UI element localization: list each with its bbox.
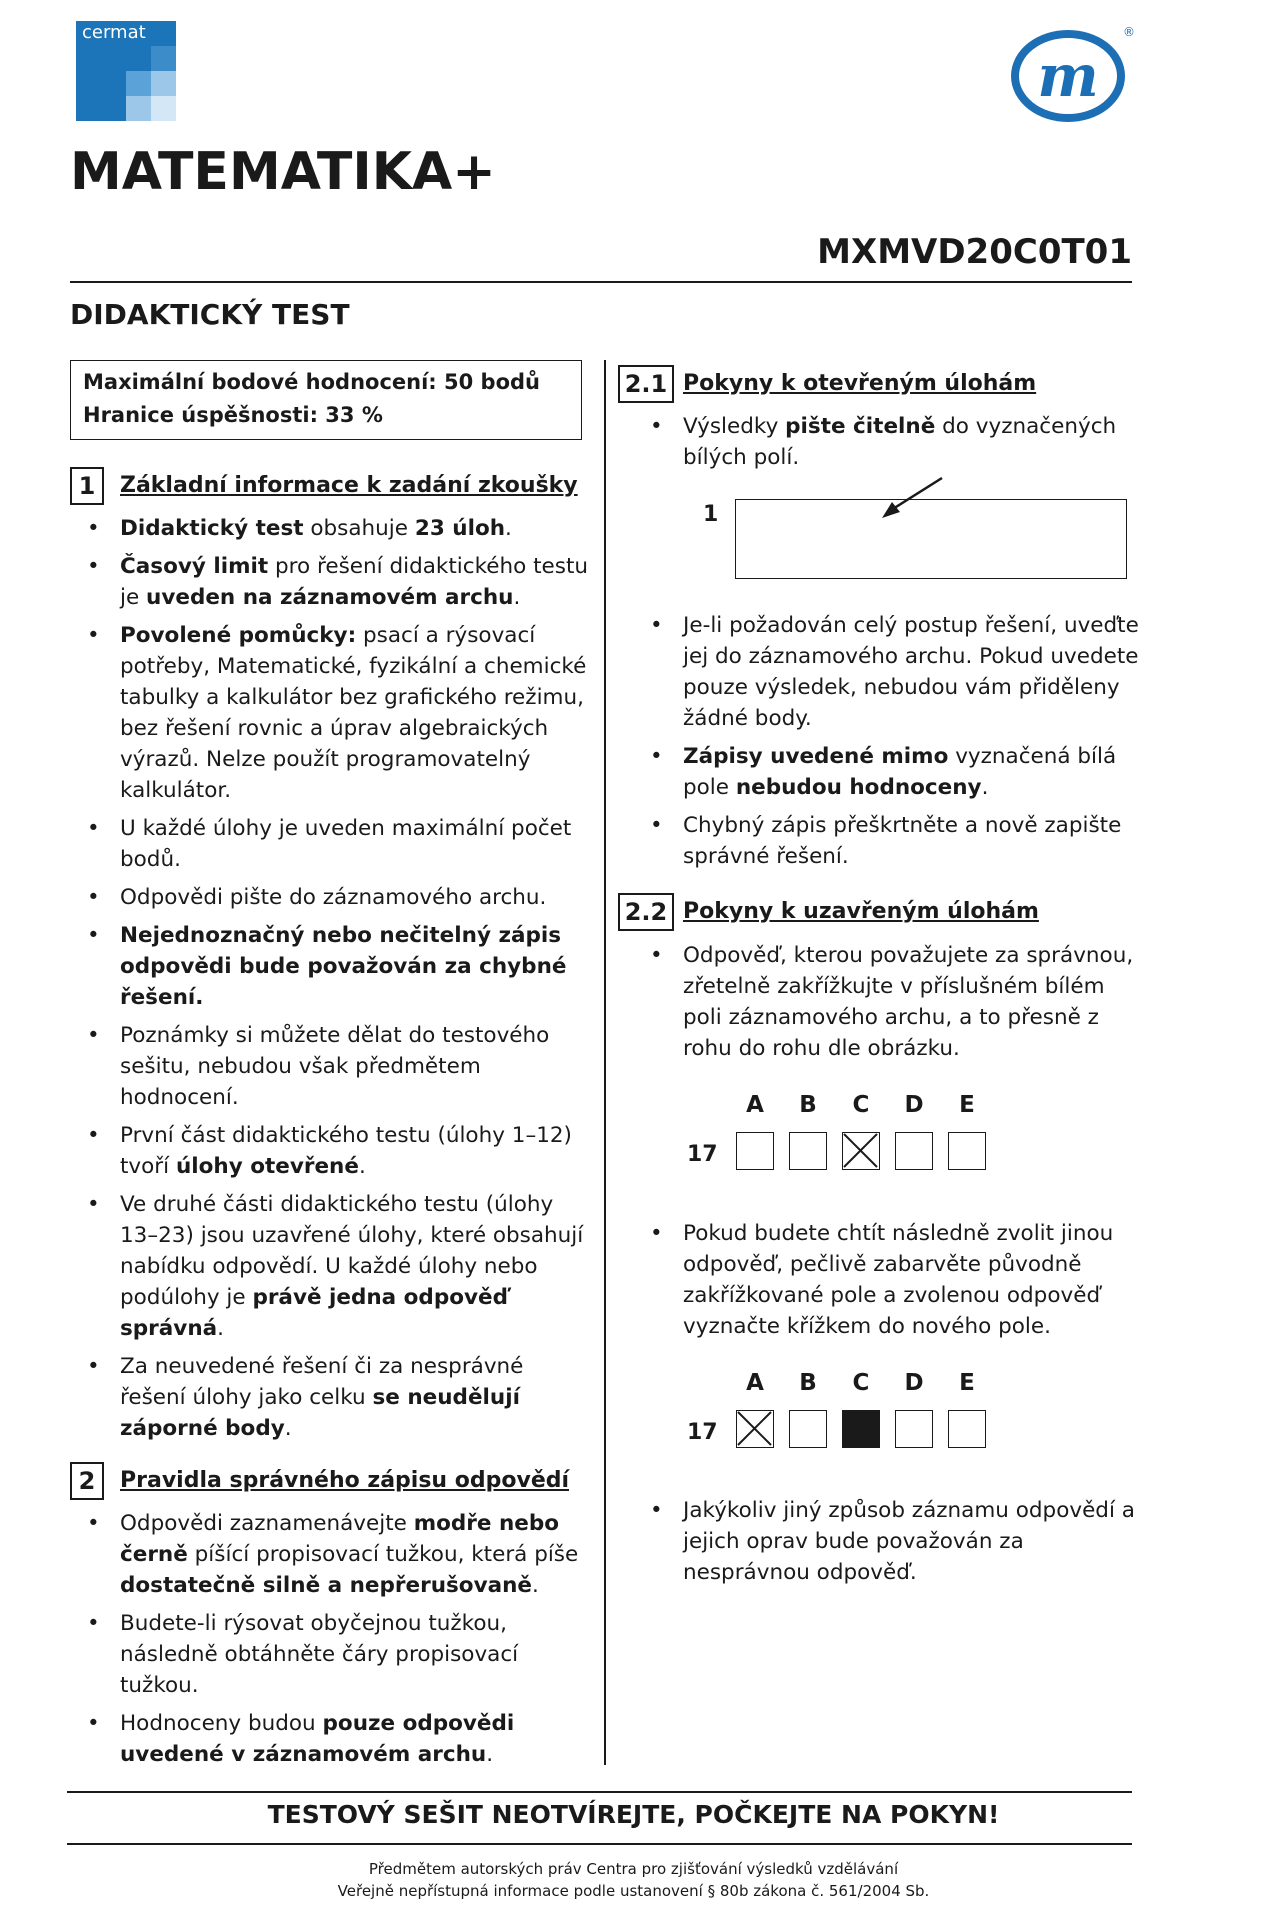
cermat-logo (76, 21, 176, 121)
list-item: • Zápisy uvedené mimo vyznačená bílá pole nebudou hodnoceny. (633, 741, 1143, 803)
arrow-icon (870, 472, 950, 524)
list-item: • Didaktický test obsahuje 23 úloh. (70, 513, 590, 544)
section-1-list (70, 513, 590, 1451)
grid-letter-c: C (852, 1370, 870, 1396)
list-item: • Poznámky si můžete dělat do testového sešitu, nebudou však předmětem hodnocení. (70, 1020, 590, 1113)
list-item: • Odpovědi zaznamenávejte modře nebo černě píšící propisovací tužkou, která píše dostatečně silně a nepřerušovaně. (70, 1508, 590, 1601)
section-1-title: Základní informace k zadání zkoušky (120, 473, 578, 498)
list-item: • Hodnoceny budou pouze odpovědi uvedené v záznamovém archu. (70, 1708, 590, 1770)
grid-letter-a: A (746, 1092, 764, 1118)
section-2-2-list-b (633, 1218, 1143, 1349)
list-item: • Odpověď, kterou považujete za správnou, zřetelně zakřížkujte v příslušném bílém poli záznamového archu, a to přesně z rohu do rohu dle obrázku. (633, 940, 1143, 1064)
list-item: • Za neuvedené řešení či za nesprávné řešení úlohy jako celku se neudělují záporné body. (70, 1351, 590, 1444)
copyright-line-1: Předmětem autorských práv Centra pro zjišťování výsledků vzdělávání (368, 1860, 899, 1878)
list-item: • Budete-li rýsovat obyčejnou tužkou, následně obtáhněte čáry propisovací tužkou. (70, 1608, 590, 1701)
grid-letter-b: B (799, 1370, 817, 1396)
example-task-number: 1 (703, 502, 719, 527)
grid-letter-c: C (852, 1092, 870, 1118)
section-2-1-list-b (633, 610, 1143, 879)
answer-cell-a (736, 1410, 774, 1448)
grid-letter-e: E (959, 1092, 975, 1118)
answer-cell-b (789, 1410, 827, 1448)
section-1-number: 1 (70, 467, 104, 505)
footer-divider-top (67, 1791, 1132, 1793)
answer-cell-e (948, 1132, 986, 1170)
test-code: MXMVD20C0T01 (817, 232, 1132, 272)
answer-cell-a (736, 1132, 774, 1170)
section-2-1-list-a (633, 411, 1143, 480)
cermat-logo-text: cermat (82, 22, 146, 43)
answer-cell-b (789, 1132, 827, 1170)
list-item: • Nejednoznačný nebo nečitelný zápis odpovědi bude považován za chybné řešení. (70, 920, 590, 1013)
grid-letter-a: A (746, 1370, 764, 1396)
answer-grid-example-1 (680, 1092, 1010, 1182)
footer-warning: TESTOVÝ SEŠIT NEOTVÍREJTE, POČKEJTE NA POKYN! (267, 1800, 1000, 1829)
footer-divider-bottom (67, 1843, 1132, 1845)
list-item: • Jakýkoliv jiný způsob záznamu odpovědí a jejich oprav bude považován za nesprávnou odpověď. (633, 1495, 1143, 1588)
answer-cell-c (842, 1410, 880, 1448)
answer-grid-example-2 (680, 1370, 1010, 1460)
grid-letter-d: D (904, 1370, 924, 1396)
section-2-1-title: Pokyny k otevřeným úlohám (683, 371, 1037, 396)
grid-letter-e: E (959, 1370, 975, 1396)
list-item: • Pokud budete chtít následně zvolit jinou odpověď, pečlivě zabarvěte původně zakřížkované pole a zvolenou odpověď vyznačte křížkem do nového pole. (633, 1218, 1143, 1342)
section-2-1-number: 2.1 (618, 365, 674, 403)
answer-cell-c (842, 1132, 880, 1170)
pass-threshold: Hranice úspěšnosti: 33 % (83, 403, 383, 427)
grid-letter-b: B (799, 1092, 817, 1118)
list-item: • Povolené pomůcky: psací a rýsovací potřeby, Matematické, fyzikální a chemické tabulky a kalkulátor bez grafického režimu, bez řešení rovnic a úprav algebraických výrazů. Nelze použít programovatelný kalkulátor. (70, 620, 590, 806)
svg-text:m: m (1037, 42, 1099, 110)
cross-mark-icon (843, 1133, 878, 1168)
list-item: • Výsledky pište čitelně do vyznačených bílých polí. (633, 411, 1143, 473)
grid-task-number: 17 (687, 1420, 718, 1445)
section-2-number: 2 (70, 1462, 104, 1500)
list-item: • U každé úlohy je uveden maximální počet bodů. (70, 813, 590, 875)
answer-cell-d (895, 1132, 933, 1170)
score-box (70, 360, 582, 440)
maturita-m-logo-icon (1010, 24, 1135, 124)
section-2-title: Pravidla správného zápisu odpovědí (120, 1468, 570, 1493)
list-item: • Chybný zápis přeškrtněte a nově zapište správné řešení. (633, 810, 1143, 872)
header-divider (70, 281, 1132, 283)
test-subtitle: DIDAKTICKÝ TEST (70, 298, 350, 331)
grid-task-number: 17 (687, 1142, 718, 1167)
section-2-2-title: Pokyny k uzavřeným úlohám (683, 899, 1039, 924)
list-item: • Je-li požadován celý postup řešení, uveďte jej do záznamového archu. Pokud uvedete pouze výsledek, nebudou vám přiděleny žádné body. (633, 610, 1143, 734)
max-score: Maximální bodové hodnocení: 50 bodů (83, 370, 540, 394)
grid-letter-d: D (904, 1092, 924, 1118)
answer-cell-e (948, 1410, 986, 1448)
list-item: • Časový limit pro řešení didaktického testu je uveden na záznamovém archu. (70, 551, 590, 613)
page-title: MATEMATIKA+ (70, 142, 496, 202)
section-2-2-number: 2.2 (618, 893, 674, 931)
section-2-2-list-c (633, 1495, 1143, 1595)
copyright-line-2: Veřejně nepřístupná informace podle ustanovení § 80b zákona č. 561/2004 Sb. (337, 1882, 930, 1900)
list-item: • Ve druhé části didaktického testu (úlohy 13–23) jsou uzavřené úlohy, které obsahují nabídku odpovědí. U každé úlohy nebo podúlohy je právě jedna odpověď správná. (70, 1189, 590, 1344)
answer-cell-d (895, 1410, 933, 1448)
section-2-list (70, 1508, 590, 1777)
column-divider (604, 360, 606, 1765)
list-item: • První část didaktického testu (úlohy 1–12) tvoří úlohy otevřené. (70, 1120, 590, 1182)
section-2-2-list-a (633, 940, 1143, 1071)
svg-text:®: ® (1123, 25, 1135, 39)
cross-mark-icon (737, 1411, 772, 1446)
list-item: • Odpovědi pište do záznamového archu. (70, 882, 590, 913)
